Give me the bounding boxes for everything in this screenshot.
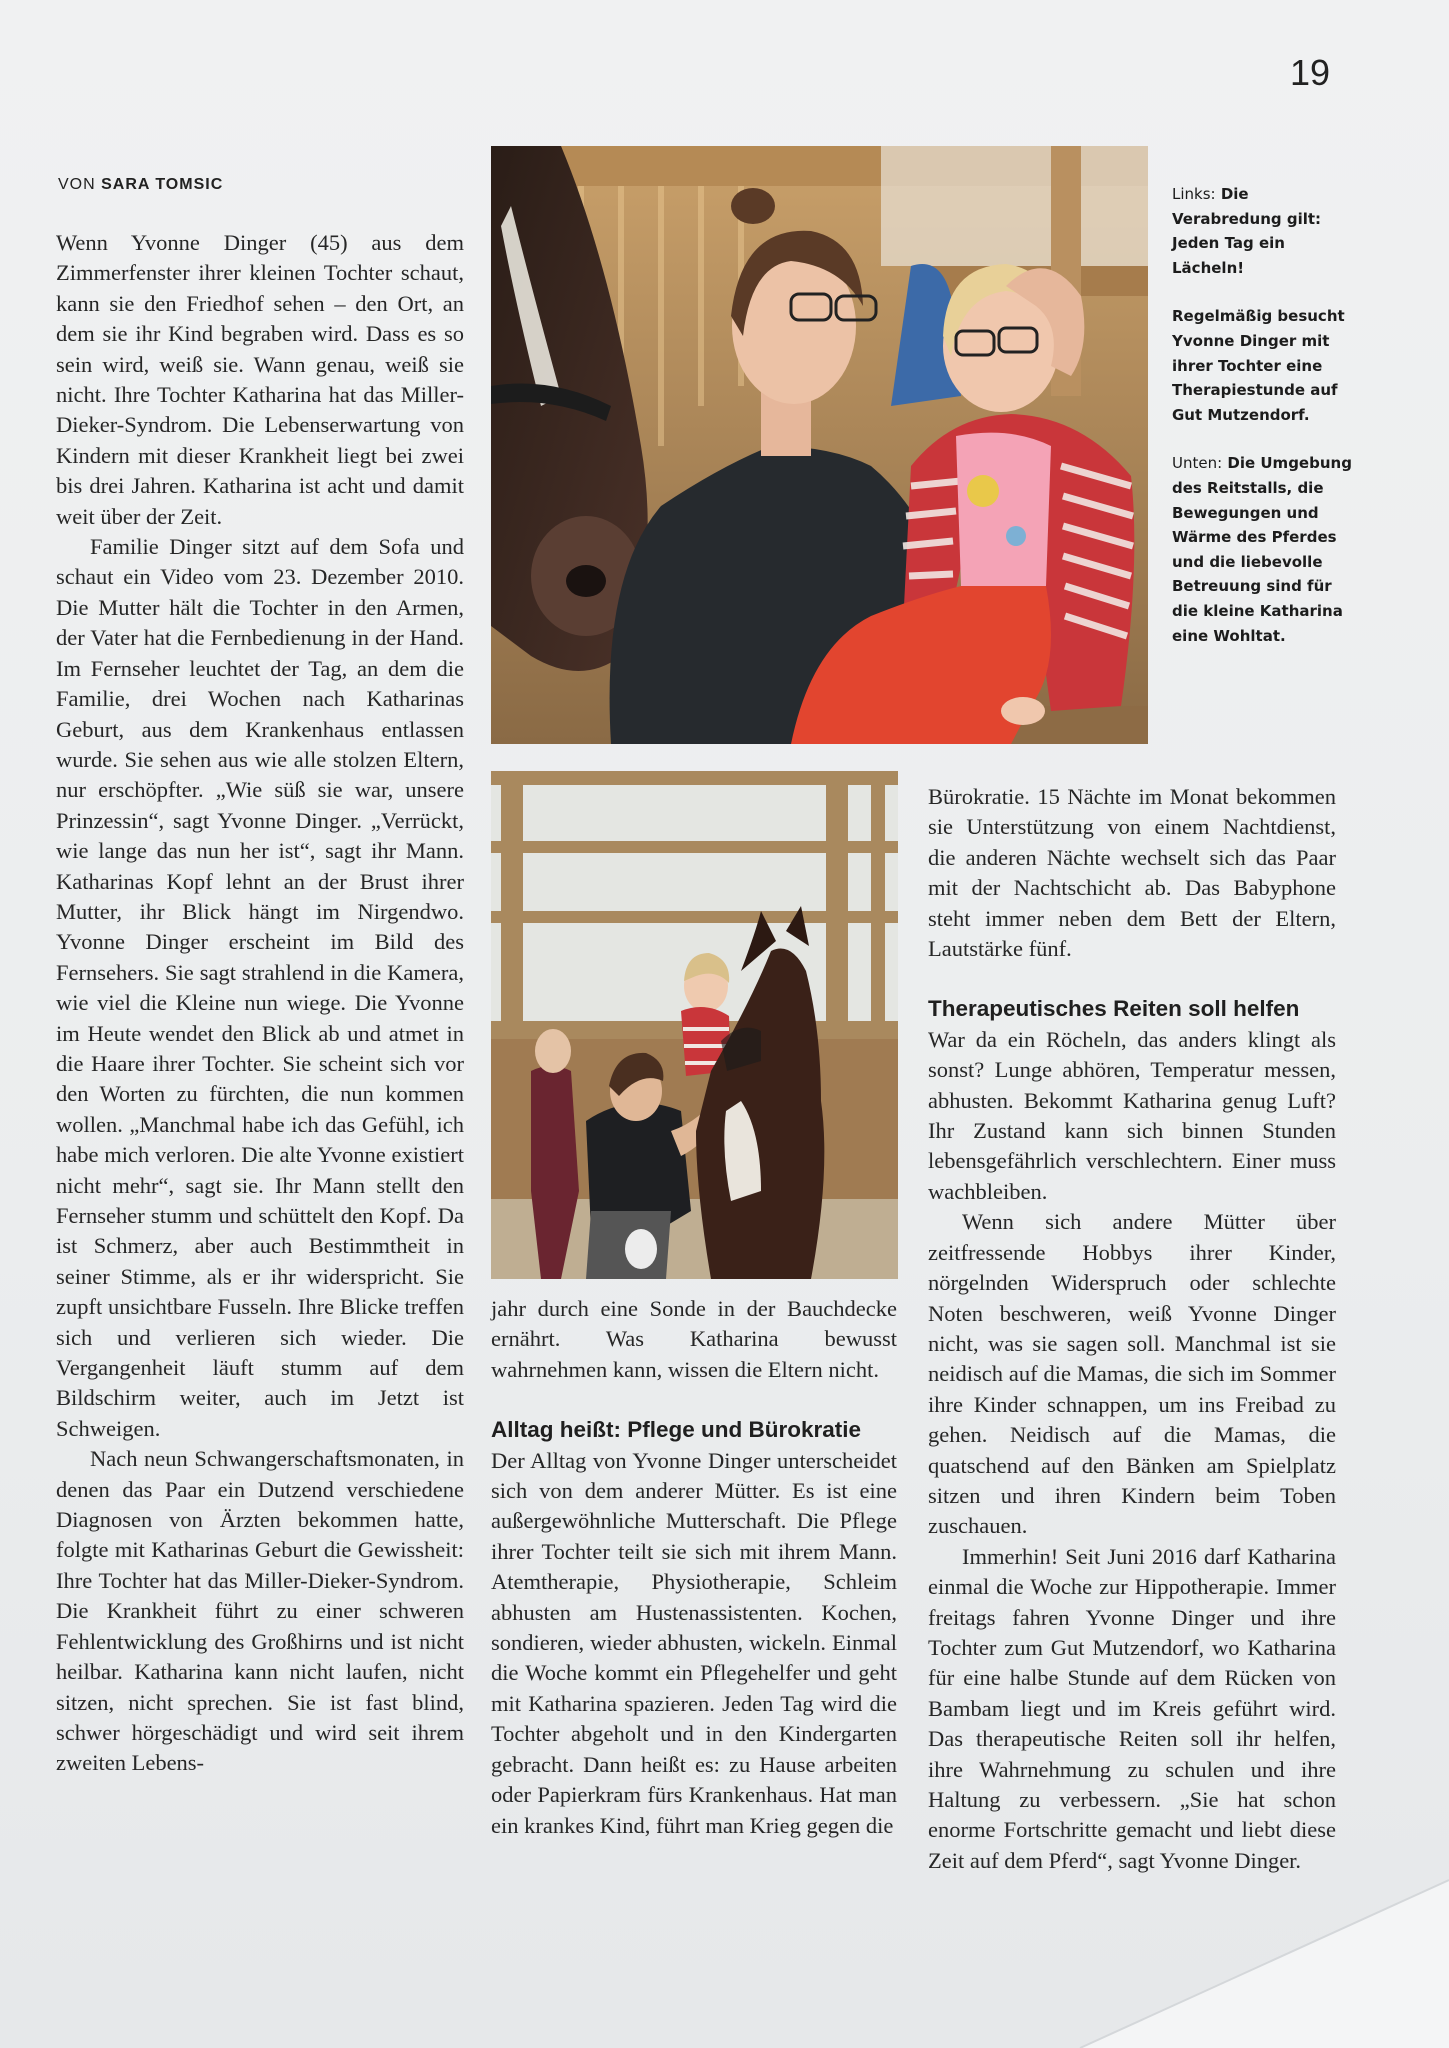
caption-block-3 [1172, 451, 1352, 648]
caption-text: Die Umgebung des Reitstalls, die Bewegungen und Wärme des Pferdes und die liebevolle Betreuung sind für die kleine Katharina eine Wohltat. [1172, 454, 1352, 645]
caption-block-1 [1172, 182, 1352, 280]
section-heading: Therapeutisches Reiten soll helfen [928, 996, 1300, 1022]
paragraph: Nach neun Schwangerschaftsmonaten, in denen das Paar ein Dutzend verschiedene Diagnosen von Ärzten bekommen hatte, folgte mit Katharinas Geburt die Gewissheit: Ihre Tochter hat das Miller-Dieker-Syndrom. Die Krankheit führt zu einer schweren Fehlentwicklung des Großhirns und ist nicht heilbar. Katharina kann nicht laufen, nicht sitzen, nicht sprechen. Sie ist fast blind, schwer hörgeschädigt und wird seit ihrem zweiten Lebens- [56, 1446, 464, 1776]
mother-daughter-horse-photo [491, 146, 1148, 744]
article-column-2 [491, 1294, 897, 1841]
article-column-3 [928, 782, 1336, 1876]
paragraph: War da ein Röcheln, das anders klingt als sonst? Lunge abhören, Temperatur messen, abhusten. Bekommt Katharina genug Luft? Ihr Zustand kann sich binnen Stunden lebensgefährlich verschlechtern. Einer muss wachbleiben. [928, 1026, 1336, 1204]
paragraph: Wenn Yvonne Dinger (45) aus dem Zimmerfenster ihrer kleinen Tochter schaut, kann sie den Friedhof sehen – den Ort, an dem sie ihr Kind begraben wird. Dass es so sein wird, weiß sie. Wann genau, weiß sie nicht. Ihre Tochter Katharina hat das Miller-Dieker-Syndrom. Die Lebenserwartung von Kindern mit dieser Krankheit liegt bei zwei bis drei Jahren. Katharina ist acht und damit weit über der Zeit. [56, 230, 464, 529]
paragraph: Familie Dinger sitzt auf dem Sofa und schaut ein Video vom 23. Dezember 2010. Die Mutter hält die Tochter in den Armen, der Vater hat die Fernbedienung in der Hand. Im Fernseher leuchtet der Tag, an dem die Familie, drei Wochen nach Katharinas Geburt, aus dem Krankenhaus entlassen wurde. Sie sehen aus wie alle stolzen Eltern, nur erschöpfter. „Wie süß sie war, unsere Prinzessin“, sagt Yvonne Dinger. „Verrückt, wie lange das nun her ist“, sagt ihr Mann. Katharinas Kopf lehnt an der Brust ihrer Mutter, ihr Blick hängt im Nirgendwo. Yvonne Dinger erscheint im Bild des Fernsehers. Sie sagt strahlend in die Kamera, wie viel die Kleine nun wiege. Die Yvonne im Heute wendet den Blick ab und atmet in die Haare ihrer Tochter. Sie scheint sich vor den Worten zu fürchten, die nun kommen wollen. „Manchmal habe ich das Gefühl, ich habe mich verloren. Die alte Yvonne existiert nicht mehr“, sagt sie. Ihr Mann stellt den Fernseher stumm und schüttelt den Kopf. Da ist Schmerz, aber auch Bestimmtheit in seiner Stimme, als er ihr widerspricht. Sie zupft unsichtbare Fusseln. Ihre Blicke treffen sich und verlieren sich wieder. Die Vergangenheit läuft stumm auf dem Bildschirm weiter, auch im Jetzt ist Schweigen. [56, 534, 464, 1441]
page-number: 19 [1290, 52, 1331, 93]
paragraph: Bürokratie. 15 Nächte im Monat bekommen sie Unterstützung von einem Nachtdienst, die anderen Nächte wechselt sich das Paar mit der Nachtschicht ab. Das Babyphone steht immer neben dem Bett der Eltern, Lautstärke fünf. [928, 784, 1336, 962]
riding-therapy-photo [491, 771, 898, 1279]
photo-caption [1172, 182, 1352, 672]
caption-lead: Links: [1172, 185, 1216, 203]
caption-lead: Unten: [1172, 454, 1223, 473]
article-column-1 [56, 228, 464, 1779]
section-heading: Alltag heißt: Pflege und Bürokratie [491, 1417, 862, 1443]
caption-text: Regelmäßig besucht Yvonne Dinger mit ihrer Tochter eine Therapiestunde auf Gut Mutzendorf. [1172, 307, 1345, 424]
paragraph: Der Alltag von Yvonne Dinger unterscheidet sich von dem anderer Mütter. Es ist eine außergewöhnliche Mutterschaft. Die Pflege ihrer Tochter teilt sie sich mit ihrem Mann. Atemtherapie, Physiotherapie, Schleim abhusten am Hustenassistenten. Kochen, sondieren, wieder abhusten, wickeln. Einmal die Woche kommt ein Pflegehelfer und geht mit Katharina spazieren. Jeden Tag wird die Tochter abgeholt und in den Kindergarten gebracht. Dann heißt es: zu Hause arbeiten oder Papierkram fürs Krankenhaus. Hat man ein krankes Kind, führt man Krieg gegen die [491, 1447, 897, 1838]
paragraph: Immerhin! Seit Juni 2016 darf Katharina einmal die Woche zur Hippotherapie. Immer freitags fahren Yvonne Dinger und ihre Tochter zum Gut Mutzendorf, wo Katharina für eine halbe Stunde auf dem Rücken von Bambam liegt und im Kreis geführt wird. Das therapeutische Reiten soll ihr helfen, ihre Wahrnehmung zu schulen und ihre Haltung zu verbessern. „Sie hat schon enorme Fortschritte gemacht und liebt diese Zeit auf dem Pferd“, sagt Yvonne Dinger. [928, 1543, 1336, 1873]
byline-author: SARA TOMSIC [101, 176, 224, 193]
paragraph: Wenn sich andere Mütter über zeitfressende Hobbys ihrer Kinder, nörgelnden Widerspruch oder schlechte Noten beschweren, weiß Yvonne Dinger nicht, was sie sagen soll. Manchmal ist sie neidisch auf die Mamas, die sich im Sommer ihre Kinder schnappen, um ins Freibad zu gehen. Neidisch auf die Mamas, die quatschend auf den Bänken am Spielplatz sitzen und ihren Kindern beim Toben zuschauen. [928, 1209, 1336, 1539]
byline [58, 176, 223, 194]
byline-prefix: VON [58, 176, 96, 193]
caption-block-2 [1172, 304, 1352, 427]
caption-text: Die Verabredung gilt: Jeden Tag ein Lächeln! [1172, 185, 1322, 277]
paragraph: jahr durch eine Sonde in der Bauchdecke ernährt. Was Katharina bewusst wahrnehmen kann, wissen die Eltern nicht. [491, 1296, 897, 1382]
